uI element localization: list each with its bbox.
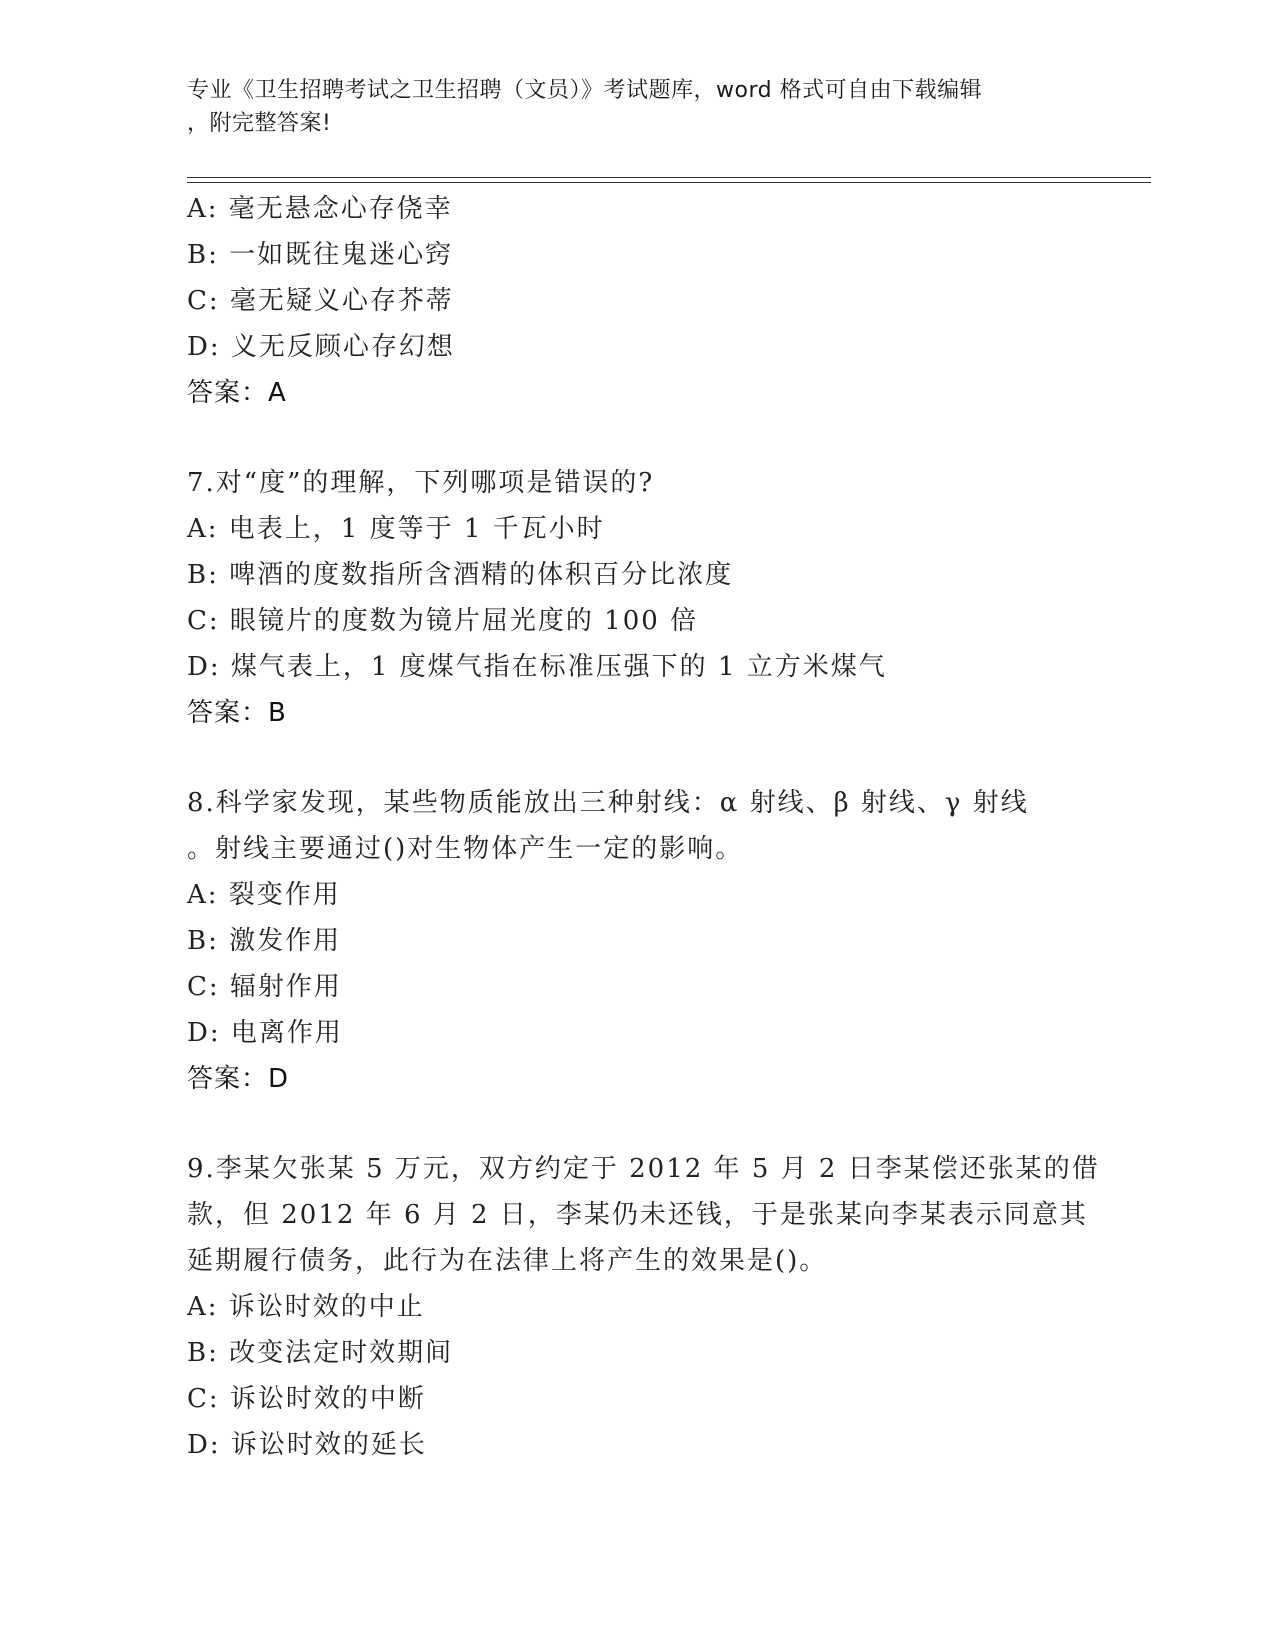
header-divider-top [187,177,1151,178]
option-a: A: 诉讼时效的中止 [187,1292,425,1322]
question-stem: 9.李某欠张某 5 万元，双方约定于 2012 年 5 月 2 日李某偿还张某的借 [187,1154,1100,1184]
header-divider-bottom [187,182,1151,183]
question-list [187,186,1100,1468]
option-c: C: 眼镜片的度数为镜片屈光度的 100 倍 [187,606,699,636]
option-d: D: 义无反顾心存幻想 [187,332,455,362]
question-stem: 7.对“度”的理解，下列哪项是错误的? [187,468,655,498]
answer: 答案：D [187,1064,290,1094]
document-header [187,74,1067,140]
question-8 [187,780,1087,1102]
option-c: C: 辐射作用 [187,972,342,1002]
question-stem: 8.科学家发现，某些物质能放出三种射线：α 射线、β 射线、γ 射线 [187,788,1029,818]
answer: 答案：B [187,698,287,728]
option-b: B: 改变法定时效期间 [187,1338,454,1368]
question-9 [187,1146,1100,1468]
header-line-2: ，附完整答案! [187,111,332,136]
option-b: B: 啤酒的度数指所含酒精的体积百分比浓度 [187,560,734,590]
question-6 [187,186,1087,416]
option-b: B: 一如既往鬼迷心窍 [187,240,454,270]
option-a: A: 毫无悬念心存侥幸 [187,194,453,224]
question-stem-continued: 。射线主要通过()对生物体产生一定的影响。 [187,834,744,864]
header-line-1: 专业《卫生招聘考试之卫生招聘（文员）》考试题库，word 格式可自由下载编辑 [187,78,983,103]
option-d: D: 电离作用 [187,1018,343,1048]
answer: 答案：A [187,378,287,408]
option-b: B: 激发作用 [187,926,342,956]
question-stem-continued: 延期履行债务，此行为在法律上将产生的效果是()。 [187,1246,828,1276]
option-c: C: 毫无疑义心存芥蒂 [187,286,454,316]
option-a: A: 电表上，1 度等于 1 千瓦小时 [187,514,605,544]
option-a: A: 裂变作用 [187,880,341,910]
option-c: C: 诉讼时效的中断 [187,1384,426,1414]
question-7 [187,460,1087,736]
option-d: D: 诉讼时效的延长 [187,1430,427,1460]
question-stem-continued: 款，但 2012 年 6 月 2 日，李某仍未还钱，于是张某向李某表示同意其 [187,1200,1088,1230]
option-d: D: 煤气表上，1 度煤气指在标准压强下的 1 立方米煤气 [187,652,887,682]
